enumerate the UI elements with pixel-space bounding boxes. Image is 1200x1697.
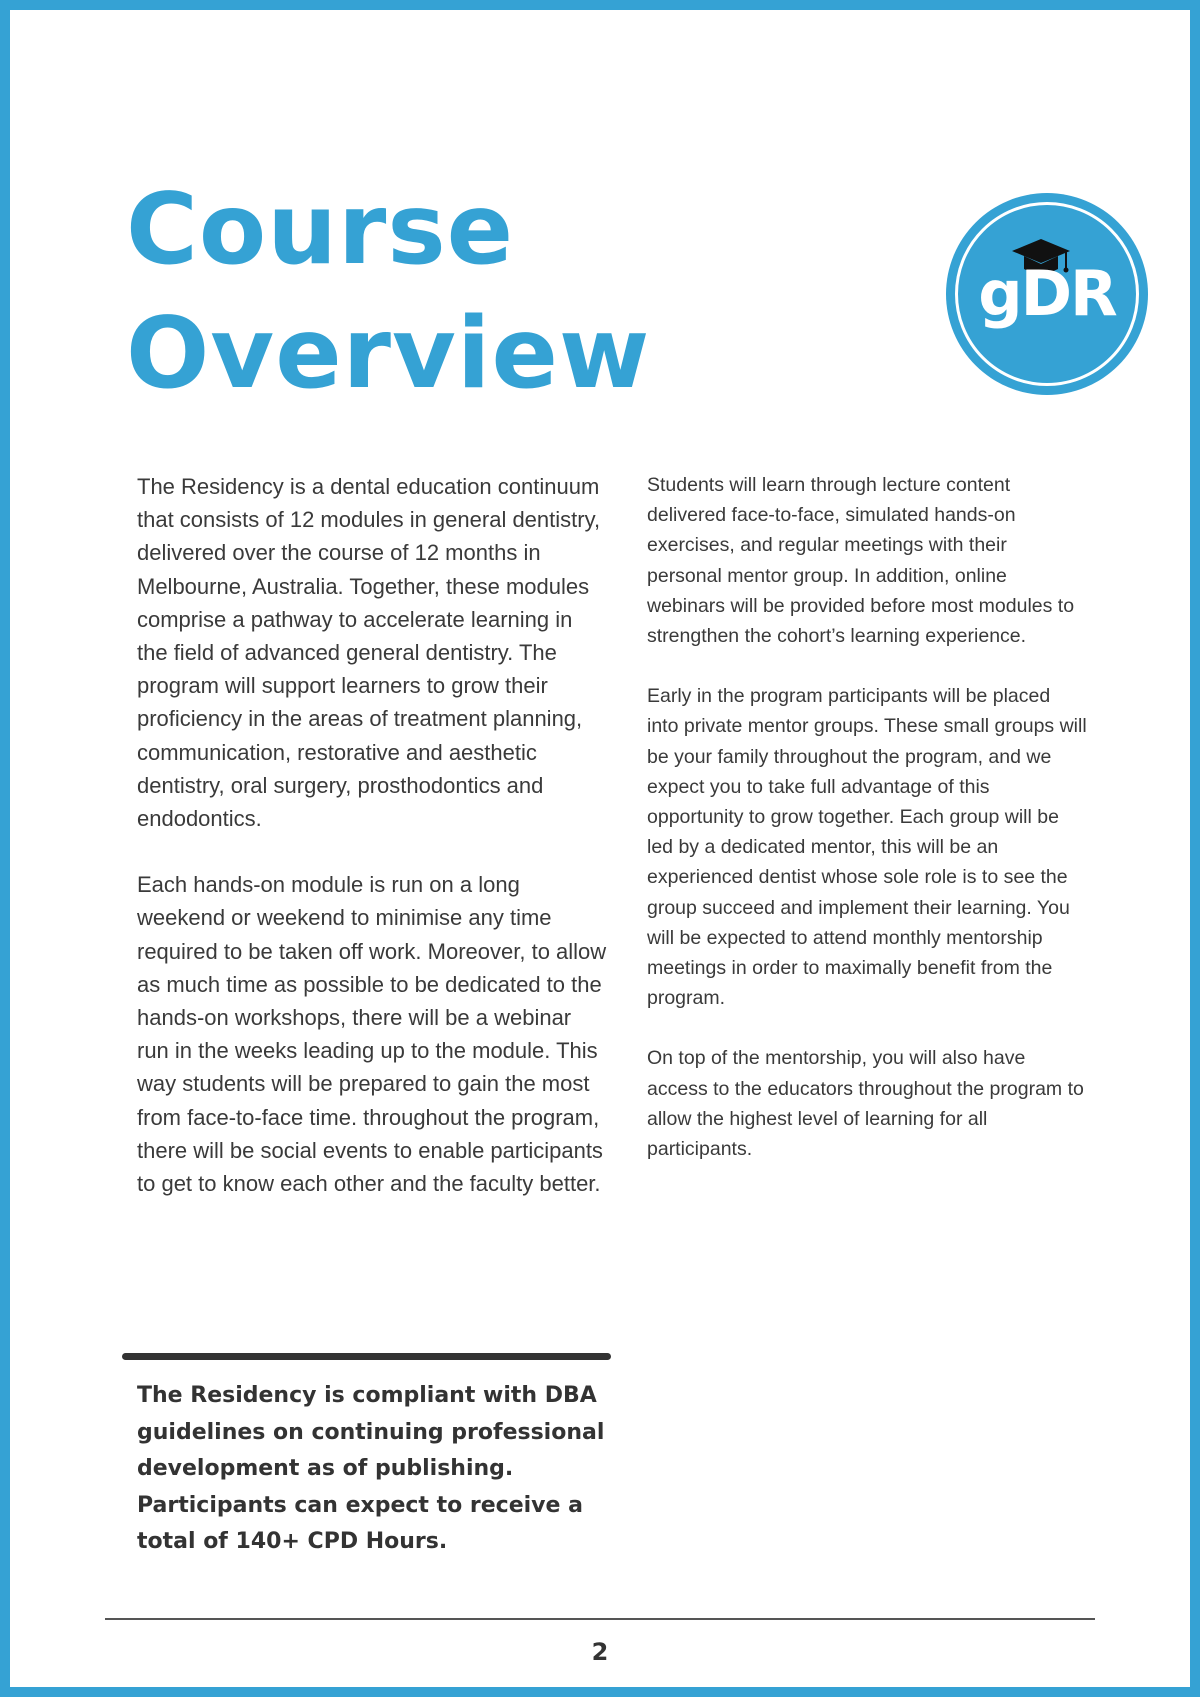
right-paragraph-1: Students will learn through lecture content delivered face-to-face, simulated hands-on exercises, and regular meetings with their personal mentor group. In addition, online webinars will be provided before most modules to strengthen the cohort’s learning experience. [647, 474, 1075, 648]
right-paragraph-3: On top of the mentorship, you will also have access to the educators throughout the program to allow the highest level of learning for all participants. [647, 1047, 1084, 1161]
left-paragraph-2: Each hands-on module is run on a long weekend or weekend to minimise any time required to be taken off work. Moreover, to allow as much time as possible to be dedicated to the hands-on workshops, there will be a webinar run in the weeks leading up to the module. This way students will be prepared to gain the most from face-to-face time. throughout the program, there will be social events to enable participants to get to know each other and the faculty better. [137, 872, 607, 1197]
page-title-line-1: Course [126, 173, 515, 287]
left-column [137, 470, 607, 1200]
left-paragraph-1: The Residency is a dental education continuum that consists of 12 modules in general dentistry, delivered over the course of 12 months in Melbourne, Australia. Together, these modules comprise a pathway to accelerate learning in the field of advanced general dentistry. The program will support learners to grow their proficiency in the areas of treatment planning, communication, restorative and aesthetic dentistry, oral surgery, prosthodontics and endodontics. [137, 474, 601, 832]
right-paragraph-2: Early in the program participants will be placed into private mentor groups. These small groups will be your family throughout the program, and we expect you to take full advantage of this opportunity to grow together. Each group will be led by a dedicated mentor, this will be an experienced dentist whose sole role is to see the group succeed and implement their learning. You will be expected to attend monthly mentorship meetings in order to maximally benefit from the program. [647, 685, 1087, 1010]
right-column [647, 470, 1087, 1164]
page-title [126, 168, 650, 416]
logo-text: gDR [978, 257, 1116, 330]
cpd-callout: The Residency is compliant with DBA guidelines on continuing professional development as of publishing. Participants can expect to receive a total of 140+ CPD Hours. [137, 1383, 605, 1554]
page-title-line-2: Overview [126, 297, 651, 411]
gdr-logo [946, 193, 1148, 395]
page-number: 2 [591, 1638, 609, 1666]
callout-divider [122, 1353, 611, 1360]
footer-divider [105, 1618, 1095, 1620]
